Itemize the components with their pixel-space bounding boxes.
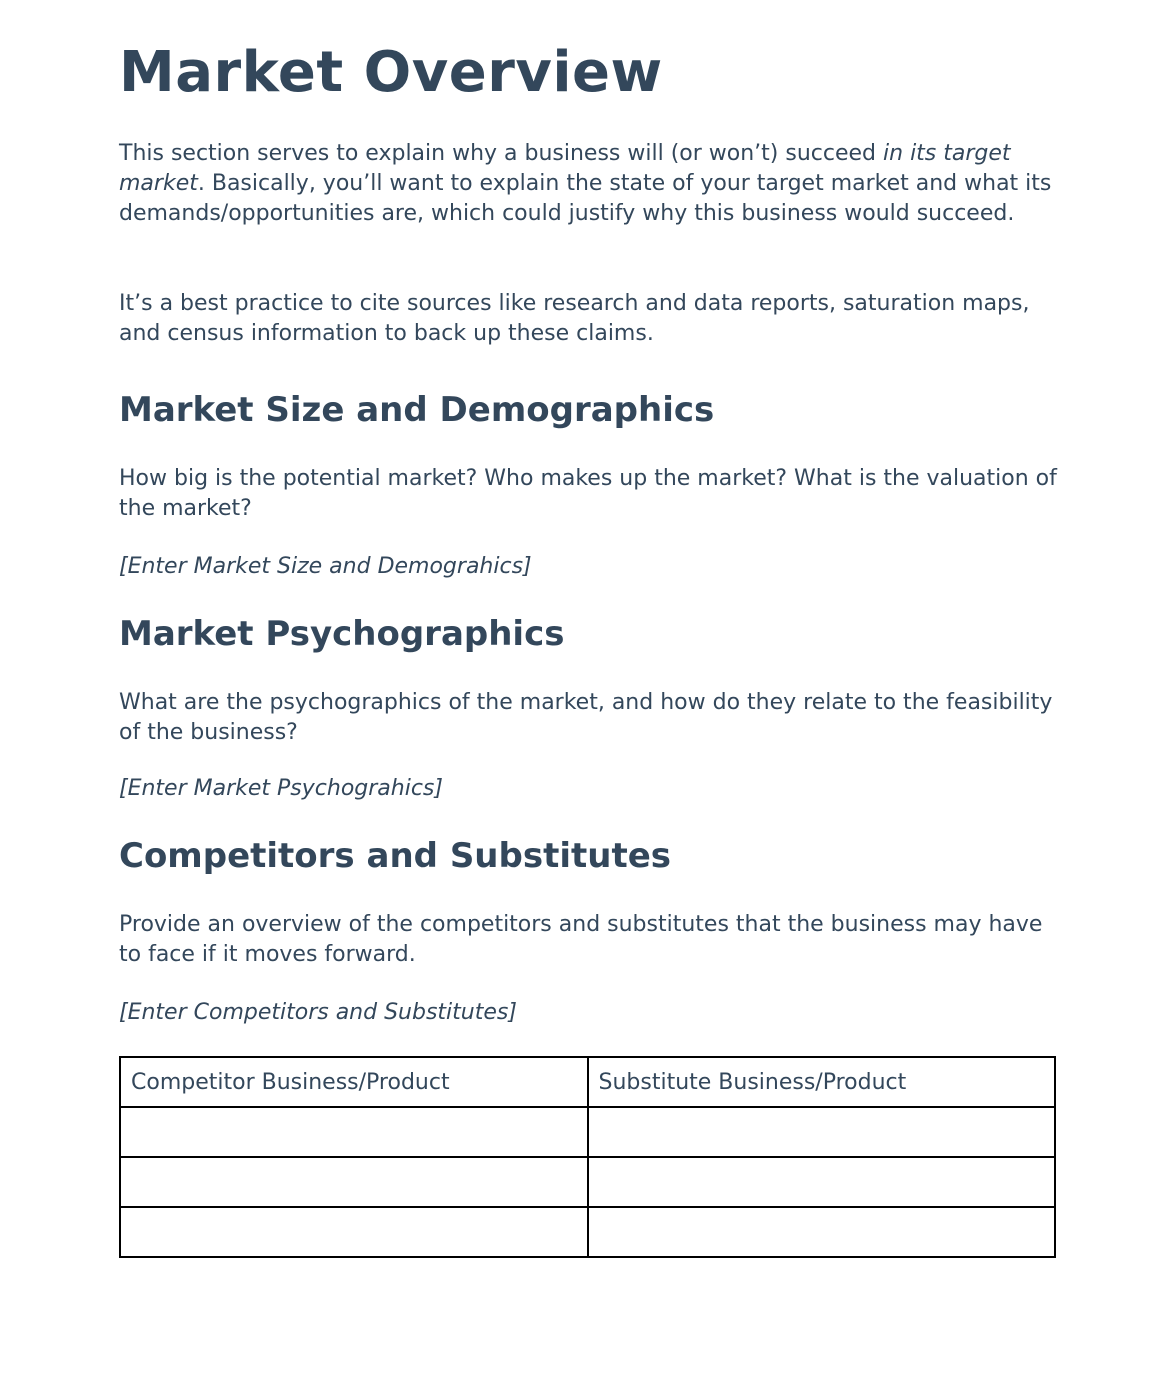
intro-paragraph-1	[119, 139, 1059, 229]
table-cell[interactable]	[588, 1207, 1056, 1257]
section-body-market-size: How big is the potential market? Who makes up the market? What is the valuation of the market?	[119, 466, 1057, 521]
section-heading-competitors: Competitors and Substitutes	[119, 836, 672, 876]
intro-emphasis: in its target market	[119, 141, 1011, 196]
table-cell[interactable]	[120, 1157, 588, 1207]
table-row	[120, 1207, 1055, 1257]
section-heading-market-size: Market Size and Demographics	[119, 390, 715, 430]
table-cell[interactable]	[588, 1107, 1056, 1157]
page-title: Market Overview	[119, 40, 663, 105]
section-body-psychographics: What are the psychographics of the market, and how do they relate to the feasibility of the business?	[119, 690, 1053, 745]
placeholder-psychographics[interactable]: [Enter Market Psychograhics]	[119, 776, 443, 801]
competitors-table	[119, 1056, 1056, 1258]
table-cell[interactable]	[120, 1207, 588, 1257]
header-competitor: Competitor Business/Product	[120, 1057, 588, 1107]
table-row	[120, 1107, 1055, 1157]
section-body-competitors: Provide an overview of the competitors and substitutes that the business may have to face if it moves forward.	[119, 912, 1043, 967]
table-row	[120, 1157, 1055, 1207]
table-cell[interactable]	[588, 1157, 1056, 1207]
placeholder-market-size[interactable]: [Enter Market Size and Demograhics]	[119, 554, 532, 579]
header-substitute: Substitute Business/Product	[588, 1057, 1056, 1107]
intro-text: This section serves to explain why a business will (or won’t) succeed	[119, 141, 884, 166]
intro-paragraph-2: It’s a best practice to cite sources like research and data reports, saturation maps, and census information to back up these claims.	[119, 291, 1030, 346]
section-heading-psychographics: Market Psychographics	[119, 614, 565, 654]
table-header-row	[120, 1057, 1055, 1107]
table-cell[interactable]	[120, 1107, 588, 1157]
placeholder-competitors[interactable]: [Enter Competitors and Substitutes]	[119, 1000, 517, 1025]
intro-text-cont: . Basically, you’ll want to explain the state of your target market and what its demands/opportunities are, which could justify why this business would succeed.	[119, 171, 1052, 226]
